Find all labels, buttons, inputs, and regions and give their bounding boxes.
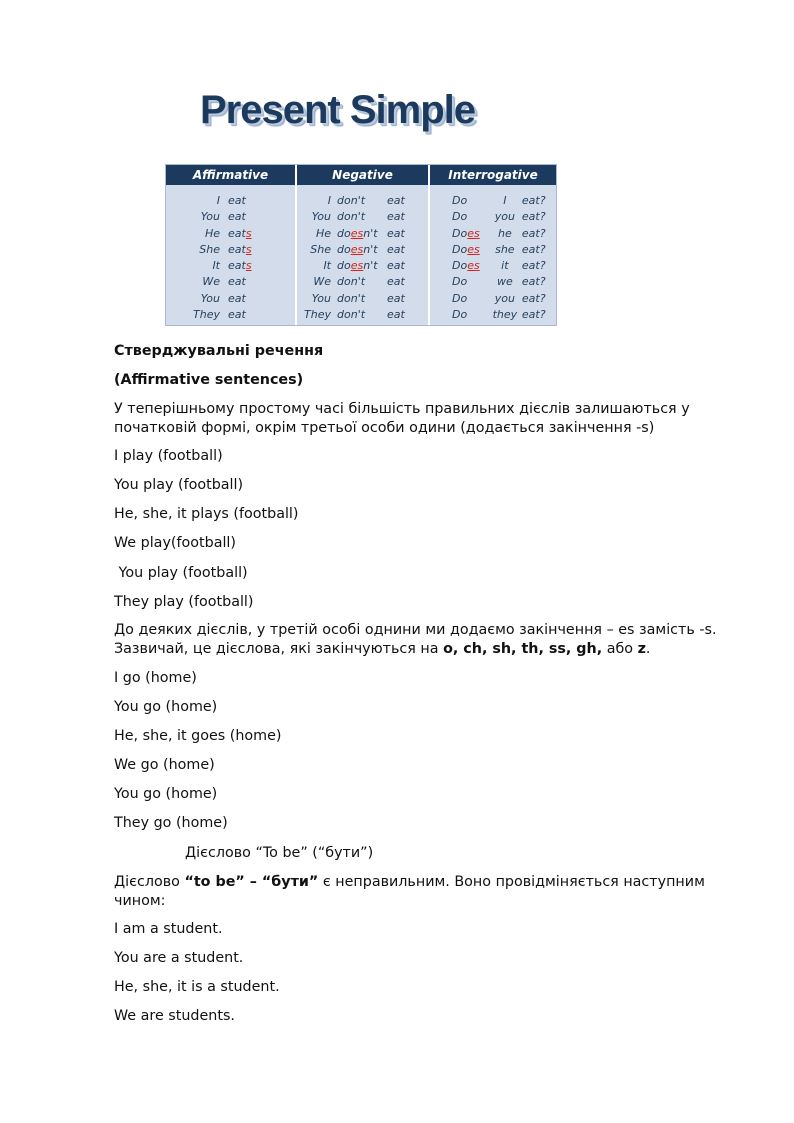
table-header [166, 165, 556, 185]
aux-stem: Do [452, 291, 468, 305]
aux-stem: Do [452, 226, 468, 240]
verb-stem: eat [228, 275, 246, 289]
auxiliary [337, 291, 387, 307]
verb-stem: eat [228, 242, 246, 256]
verb: eat [387, 291, 405, 305]
es-rule-paragraph [114, 621, 754, 659]
go-line: They go (home) [114, 815, 228, 831]
play-line: We play(football) [114, 535, 236, 551]
tobe-heading: Дієслово “To be” (“бути”) [185, 845, 374, 861]
table-row [166, 291, 295, 307]
verb [228, 209, 288, 225]
verb: eat [387, 194, 405, 207]
verb-ending: s [245, 259, 252, 273]
table-row [166, 209, 295, 225]
subject: They [193, 308, 220, 322]
auxiliary [430, 274, 488, 290]
aux-stem: Do [452, 275, 468, 289]
go-line: He, she, it goes (home) [114, 728, 282, 744]
verb-stem: eat [228, 210, 246, 224]
negation: n't [350, 291, 366, 305]
heading-english: (Affirmative sentences) [114, 372, 304, 388]
auxiliary [430, 258, 488, 274]
subject: You [311, 210, 331, 224]
aux-stem: do [337, 242, 351, 256]
table-row [297, 274, 428, 290]
table-row [297, 209, 428, 225]
auxiliary [337, 242, 387, 258]
subject: You [311, 291, 331, 305]
negation: n't [350, 275, 366, 289]
page-title: Present Simple [200, 88, 476, 132]
verb-ending: s [245, 242, 252, 256]
intro-paragraph: У теперішньому простому часі більшість правильних дієслів залишаються у початковій формі, окрім третьої особи одини (додається закінчення -s) [114, 401, 690, 436]
negation: n't [363, 226, 378, 240]
subject: It [323, 259, 331, 273]
aux-stem: Do [452, 259, 468, 273]
verb [228, 258, 288, 274]
verb: eat? [521, 210, 546, 224]
auxiliary [337, 193, 387, 209]
play-line: I play (football) [114, 448, 223, 464]
verb [228, 291, 288, 307]
subject: you [494, 291, 515, 305]
be-line: I am a student. [114, 921, 223, 937]
play-line: He, she, it plays (football) [114, 506, 299, 522]
verb [228, 193, 288, 209]
auxiliary [337, 307, 387, 323]
table-row [166, 242, 295, 258]
header-interrogative: Interrogative [428, 165, 556, 185]
table-row [297, 307, 428, 323]
negation: n't [363, 259, 378, 273]
affirmative-column [166, 185, 295, 325]
subject: it [501, 259, 509, 273]
subject: they [492, 308, 518, 322]
verb: eat [387, 308, 405, 322]
aux-stem: Do [452, 242, 468, 256]
table-row [430, 226, 556, 242]
verb: eat [387, 259, 405, 273]
auxiliary [337, 274, 387, 290]
aux-stem: do [337, 259, 351, 273]
interrogative-column [428, 185, 556, 325]
verb: eat? [521, 194, 546, 207]
verb [228, 242, 288, 258]
auxiliary [337, 258, 387, 274]
aux-stem: do [337, 291, 351, 305]
table-row [430, 209, 556, 225]
auxiliary [337, 226, 387, 242]
aux-stem: do [337, 226, 351, 240]
table-row [297, 193, 428, 209]
es-rule-endings: o, ch, sh, th, ss, gh, [443, 641, 603, 657]
table-row [166, 193, 295, 209]
subject: They [304, 308, 331, 322]
subject: It [212, 259, 220, 273]
subject: We [313, 275, 331, 289]
verb [228, 307, 288, 323]
verb: eat? [521, 226, 546, 240]
es-rule-text: До деяких дієслів, у третій особі однини ми додаємо закінчення – es замість -s. Зазвичай, це дієслова, які закінчуються на [114, 622, 717, 657]
subject: We [202, 275, 220, 289]
auxiliary [430, 291, 488, 307]
table-row [297, 258, 428, 274]
verb-stem: eat [228, 291, 246, 305]
go-line: We go (home) [114, 757, 215, 773]
verb: eat? [521, 308, 546, 322]
table-row [430, 242, 556, 258]
subject: I [216, 194, 220, 207]
verb: eat [387, 242, 405, 256]
subject: She [310, 242, 331, 256]
verb-stem: eat [228, 259, 246, 273]
verb: eat? [521, 242, 546, 256]
be-line: We are students. [114, 1008, 235, 1024]
es-rule-end: . [645, 641, 651, 657]
conjugation-table [165, 164, 557, 326]
verb: eat? [521, 275, 546, 289]
verb: eat? [521, 291, 546, 305]
aux-stem: do [337, 275, 351, 289]
verb: eat? [521, 259, 546, 273]
table-row [166, 307, 295, 323]
verb: eat [387, 210, 405, 224]
negative-column [295, 185, 428, 325]
verb-ending: s [245, 226, 252, 240]
auxiliary [430, 242, 488, 258]
play-line: You play (football) [114, 565, 248, 581]
tobe-bold: “to be” – “бути” [184, 874, 319, 890]
tobe-suffix: є неправильним. Воно провідміняється наступним чином: [114, 874, 705, 909]
aux-ending: es [350, 259, 364, 273]
be-line: He, she, it is a student. [114, 979, 280, 995]
aux-ending: es [467, 242, 480, 256]
play-line: They play (football) [114, 594, 254, 610]
table-row [166, 226, 295, 242]
go-line: You go (home) [114, 786, 218, 802]
tobe-paragraph [114, 873, 754, 911]
aux-ending: es [467, 226, 480, 240]
subject: we [496, 275, 513, 289]
subject: She [199, 242, 220, 256]
play-line: You play (football) [114, 477, 244, 493]
aux-ending: es [350, 226, 364, 240]
negation: n't [363, 242, 378, 256]
subject: You [200, 291, 220, 305]
verb-stem: eat [228, 194, 246, 207]
aux-stem: do [337, 210, 351, 224]
verb: eat [387, 275, 405, 289]
es-rule-last: z [637, 641, 646, 657]
table-row [297, 291, 428, 307]
table-row [430, 291, 556, 307]
es-rule-middle: або [602, 641, 638, 657]
be-line: You are a student. [114, 950, 244, 966]
aux-stem: do [337, 194, 351, 207]
verb [228, 226, 288, 242]
table-row [166, 274, 295, 290]
subject: I [503, 194, 507, 207]
tobe-prefix: Дієслово [114, 874, 185, 890]
subject: He [204, 226, 220, 240]
table-row [430, 274, 556, 290]
table-row [297, 242, 428, 258]
auxiliary [430, 226, 488, 242]
auxiliary [430, 193, 488, 209]
aux-ending: es [350, 242, 364, 256]
auxiliary [337, 209, 387, 225]
aux-stem: do [337, 308, 351, 322]
subject: You [200, 210, 220, 224]
go-line: You go (home) [114, 699, 218, 715]
subject: He [315, 226, 331, 240]
go-line: I go (home) [114, 670, 197, 686]
auxiliary [430, 209, 488, 225]
header-negative: Negative [295, 165, 428, 185]
table-row [166, 258, 295, 274]
subject: you [494, 210, 515, 224]
negation: n't [350, 308, 366, 322]
heading-ukrainian: Стверджувальні речення [114, 343, 324, 359]
subject: she [495, 242, 515, 256]
table-row [430, 193, 556, 209]
table-row [430, 258, 556, 274]
verb: eat [387, 226, 405, 240]
table-row [430, 307, 556, 323]
verb [228, 274, 288, 290]
aux-ending: es [467, 259, 480, 273]
aux-stem: Do [452, 194, 468, 207]
negation: n't [350, 210, 366, 224]
auxiliary [430, 307, 488, 323]
verb-stem: eat [228, 226, 246, 240]
verb-stem: eat [228, 308, 246, 322]
negation: n't [350, 194, 366, 207]
aux-stem: Do [452, 210, 468, 224]
subject: I [327, 194, 331, 207]
aux-stem: Do [452, 308, 468, 322]
table-row [297, 226, 428, 242]
header-affirmative: Affirmative [192, 168, 269, 182]
subject: he [497, 226, 512, 240]
